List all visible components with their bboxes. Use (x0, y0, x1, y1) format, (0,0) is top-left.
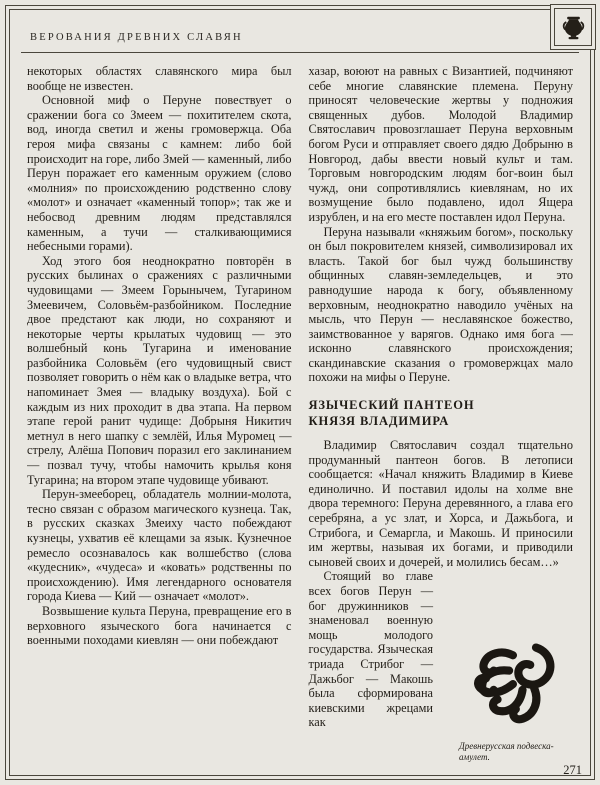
header-rule (21, 52, 579, 53)
left-column-text (27, 64, 292, 648)
paragraph: Основной миф о Перуне повествует о сражении бога со Змеем — похитителем скота, вод, иногда светил и жены громовержца. Оба героя мифа связаны с камнем: либо бой происходит на горе, либо Змей — каменный, либо Перун поражает его каменным оружием (слово «молния» по происхождению родственно слову «молот» и означает «каменный топор»; так же и небосвод древним людям представлялся каменным, а тучи — сталкивающимися небесными горами). (27, 93, 292, 254)
text-columns (27, 64, 573, 777)
closing-text (309, 569, 434, 730)
paragraph: Перун-змееборец, обладатель молнии-молота, тесно связан с образом магического кузнеца. Так, в русских сказках Змеиху часто побеждают кузнецы, ухватив её клещами за язык. Кузнечное ремесло осознавалось как волшебство (слова «кудесник», «чудеса» и «ковать» родственны по происхождению). Имя легендарного основателя города Киева — Кий — означает «молот». (27, 487, 292, 604)
left-column (27, 64, 292, 777)
running-head: ВЕРОВАНИЯ ДРЕВНИХ СЛАВЯН (30, 32, 243, 43)
right-column-text (309, 64, 574, 385)
paragraph: Ход этого боя неоднократно повторён в русских былинах о сражениях с различными чудовищами — Змеем Горынычем, Тугарином Змеевичем, Соловьём-разбойником. Последние двое предстают как люди, но сохраняют и некоторые черты крылатых чудовищ — это волшебный конь Тугарина и именование разбойника Соловьём (его чудовищный свист позволяет говорить о нём как о владыке ветра, что напоминает Змея — владыку воздуха). Бой с каждым из них проходит в два этапа. На первом этапе герой ранит чудище: Добрыня Никитич метнул в него шапку с землёй, Илья Муромец — стрелу, Алёша Попович поразил его заклинанием — позвал тучу, чтобы намочить крылья коня Тугарина; на втором этапе чудовище убивают. (27, 253, 292, 487)
pantheon-text (309, 438, 574, 569)
paragraph: хазар, воюют на равных с Византией, подчиняют себе многие славянские племена. Перуну приносят человеческие жертвы у подножия священных дубов. Молодой Владимир Святославич провозглашает Перуна верховным богом Руси и отправляет своего дядю Добрыню в Новгород, дабы ввести новый культ и там. Торговым новгородским людям бог-воин был чужд, они сопротивлялись киевлянам, но их возмущение было подавлено, идол Ящера изрублен, и на его месте поставлен идол Перуна. (308, 64, 573, 224)
figure-caption: Древнерусская подвеска-амулет. (459, 741, 554, 762)
paragraph: Владимир Святославич создал тщательно продуманный пантеон богов. В летописи сообщается: «Начал княжить Владимир в Киеве единолично. И поставил идолы на холме вне двора теремного: Перуна деревянного, а глава его серебряна, а ус злат, и Хорса, и Дажьбога, и Стрибога, и Семаргла, и Макошь. И приносили им жертвы, называя их богами, и приводили сыновей своих и дочерей, и молились бесам…» (308, 438, 573, 569)
amulet-figure (447, 636, 573, 763)
paragraph: Перуна называли «княжьим богом», поскольку он был покровителем князей, символизировал их власть. Такой бог был чужд большинству общинных славян-земледельцев, и это равнодушие народа к богу, объявленному верховным, неоднократно наводило учёных на мысль, что Перун — неславянское божество, заимствованное у варягов. Однако имя бога — исконно славянского происхождения; скандинавские сказания о громовержцах мало похожи на мифы о Перуне. (308, 224, 573, 385)
corner-ornament-inner-frame (554, 8, 592, 46)
octopus-amulet-illustration (452, 636, 570, 736)
paragraph: Возвышение культа Перуна, превращение его в верховного языческого бога начинается с военными походами киевлян — они побеждают (27, 603, 292, 648)
right-column (309, 64, 574, 777)
corner-ornament-box (550, 4, 596, 50)
section-heading: ЯЗЫЧЕСКИЙ ПАНТЕОН КНЯЗЯ ВЛАДИМИРА (308, 398, 475, 428)
paragraph: некоторых областях славянского мира был вообще не известен. (27, 64, 292, 93)
paragraph: Стоящий во главе всех богов Перун — бог дружинников — знаменовал военную мощь молодого государства. Языческая триада Стрибог — Дажьбог — Макошь была сформирована киевскими жрецами как (308, 569, 433, 730)
page-number: 271 (563, 763, 582, 777)
